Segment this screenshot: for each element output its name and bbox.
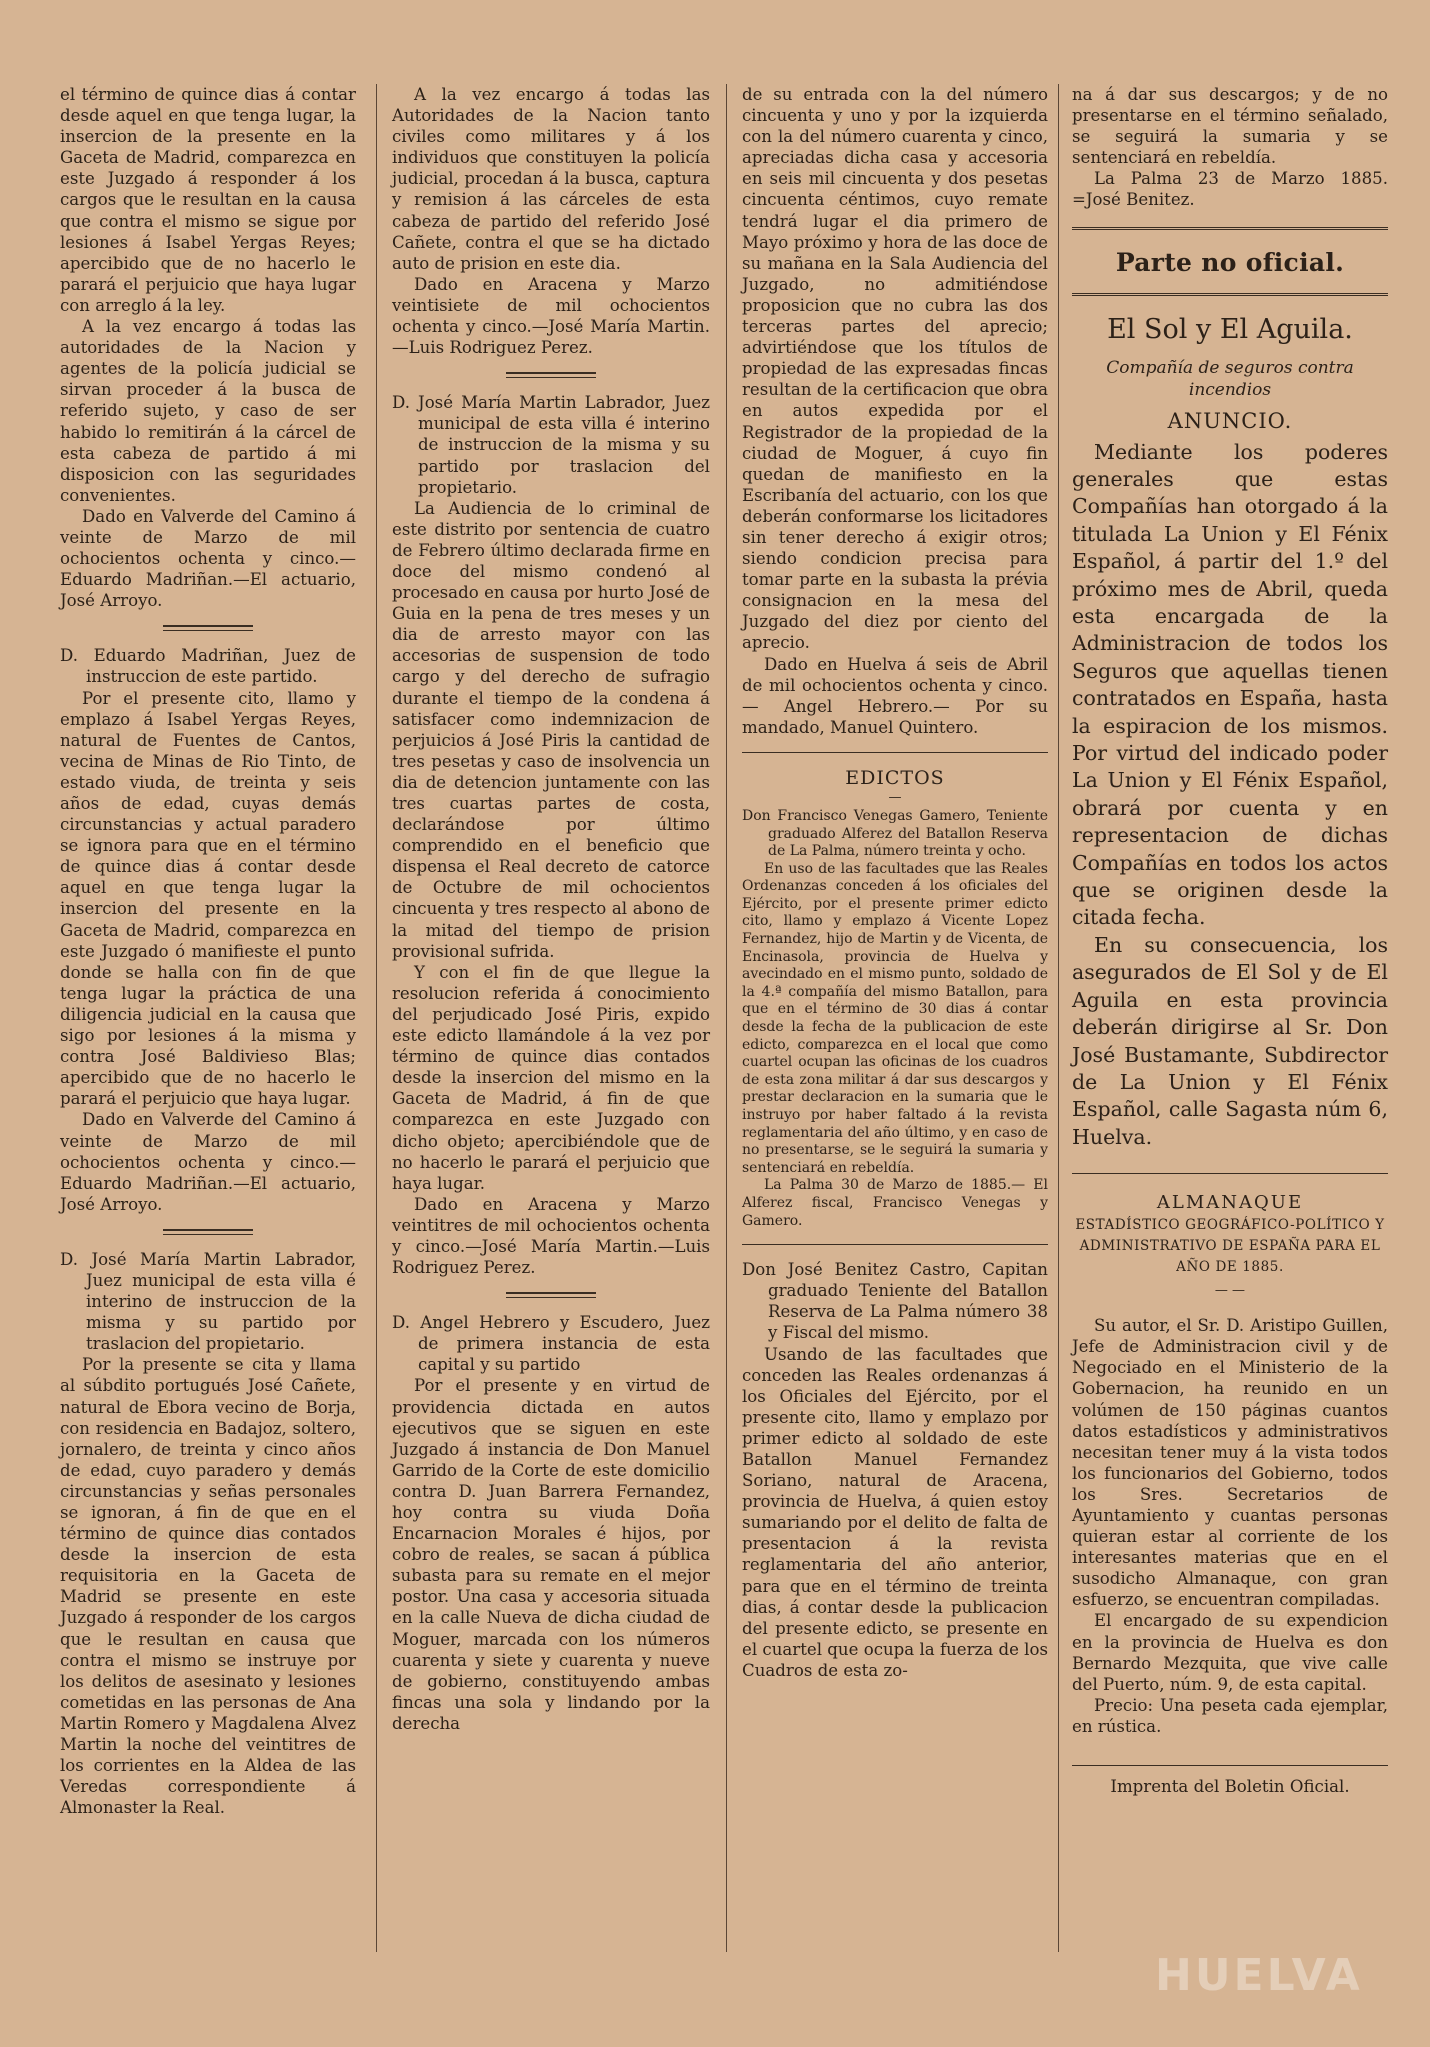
signature: Dado en Aracena y Marzo veintisiete de mil ochocientos ochenta y cinco.—José María Martin.—Luis Rodriguez Perez. [392,274,710,358]
paragraph: Por el presente y en virtud de providencia dictada en autos ejecutivos que se siguen en este Juzgado á instancia de Don Manuel Garrido de la Corte de este domicilio contra D. Juan Barrera Fernandez, hoy contra su viuda Doña Encarnacion Morales é hijos, por cobro de reales, se sacan á pública subasta para su remate en el mejor postor. Una casa y accesoria situada en la calle Nueva de dicha ciudad de Moguer, marcada con los números cuarenta y siete y cuarenta y nueve de gobierno, constituyendo ambas fincas una sola y lindando por la derecha [392,1376,710,1733]
paragraph: na á dar sus descargos; y de no presentarse en el término señalado, se seguirá la sumaria y se sentenciará en rebeldía. [1072,85,1388,168]
signature: Dado en Valverde del Camino á veinte de Marzo de mil ochocientos ochenta y cinco.—Eduardo Madriñan.—El actuario, José Arroyo. [60,1110,356,1214]
separator [506,1292,596,1298]
paragraph: Su autor, el Sr. D. Aristipo Guillen, Jefe de Administracion civil y de Negociado en el Ministerio de la Gobernacion, ha reunido en un volúmen de 150 páginas cuantos datos estadísticos y administrativos necesitan tener muy á la vista todos los funcionarios del Gobierno, todos los Sres. Secretarios de Ayuntamiento y cuantas personas quieran estar al corriente de los interesantes materias que en el susodicho Almanaque, con gran esfuerzo, se encuentran compiladas. [1072,1316,1388,1610]
notice-heading: D. José María Martin Labrador, Juez municipal de esta villa é interino de instruccion de la misma y su partido por traslacion del propietario. [60,1249,356,1354]
almanaque-title: ALMANAQUE [1156,1192,1304,1214]
ad-title: El Sol y El Aguila. [1107,313,1353,345]
notice-heading: D. Angel Hebrero y Escudero, Juez de primera instancia de esta capital y su partido [392,1313,710,1375]
paragraph: A la vez encargo á todas las autoridades de la Nacion y agentes de la policía judicial se sirvan proceder á la busca de referido sujeto, y caso de ser habido lo remitirán á la cárcel de esta cabeza de partido á mi disposicion con las seguridades convenientes. [60,317,356,505]
ad-paragraph: Mediante los poderes generales que estas Compañías han otorgado á la titulada La Union y El Fénix Español, á partir del 1.º del próximo mes de Abril, queda esta encargada de la Administracion de todos los Seguros que aquellas tienen contratados en España, hasta la espiracion de los mismos. Por virtud del indicado poder La Union y El Fénix Español, obrará por cuenta y en representacion de dichas Compañías en todos los actos que se originen desde la citada fecha. [1072,439,1388,930]
column-3 [742,84,1048,1681]
column-1 [60,84,356,1818]
edictos-heading: EDICTOS [845,766,945,789]
column-divider [726,84,727,1952]
signature: La Palma 30 de Marzo de 1885.— El Alferez fiscal, Francisco Venegas y Gamero. [742,1177,1048,1229]
separator [163,625,253,631]
paragraph: Y con el fin de que llegue la resolucion referida á conocimiento del perjudicado José Piris, expido este edicto llamándole á la vez por término de quince dias contados desde la insercion del mismo en la Gaceta de Madrid, á fin de que comparezca en este Juzgado con dicho objeto; apercibiéndole que de no hacerlo le parará el perjuicio que haya lugar. [392,962,710,1193]
ad-subtitle: Compañía de seguros contra incendios [1106,357,1354,400]
almanaque-subtitle: ESTADÍSTICO GEOGRÁFICO-POLÍTICO Y ADMINISTRATIVO DE ESPAÑA PARA EL AÑO DE 1885. [1075,1217,1385,1276]
paragraph: el término de quince dias á contar desde aquel en que tenga lugar, la insercion de la presente en la Gaceta de Madrid, comparezca en este Juzgado á responder á los cargos que le resultan en la causa que contra el mismo se sigue por lesiones á Isabel Yergas Reyes; apercibido que de no hacerlo le parará el perjuicio que haya lugar con arreglo á la ley. [60,85,356,315]
rule [1072,1173,1388,1174]
ad-paragraph: En su consecuencia, los asegurados de El Sol y de El Aguila en esta provincia deberán dirigirse al Sr. Don José Bustamante, Subdirector de La Union y El Fénix Español, calle Sagasta núm 6, Huelva. [1072,932,1388,1149]
notice-heading: D. José María Martin Labrador, Juez municipal de esta villa é interino de instruccion de la misma y su partido por traslacion del propietario. [392,393,710,497]
column-4 [1072,84,1388,1797]
paragraph: La Audiencia de lo criminal de este distrito por sentencia de cuatro de Febrero último declarada firme en doce del mismo condenó al procesado en causa por hurto José de Guia en la pena de tres meses y un dia de arresto mayor con las accesorias de suspension de todo cargo y del derecho de sufragio durante el tiempo de la condena á satisfacer como indemnizacion de perjuicios á José Piris la cantidad de tres pesetas y caso de insolvencia un dia de detencion juntamente con las tres cuartas partes de costa, declarándose por último comprendido en el beneficio que dispensa el Real decreto de catorce de Octubre de mil ochocientos cincuenta y tres respecto al abono de la mitad del tiempo de prision provisional sufrida. [392,498,710,961]
paragraph: Por el presente cito, llamo y emplazo á Isabel Yergas Reyes, natural de Fuentes de Cantos, vecina de Minas de Rio Tinto, de estado viuda, de treinta y seis años de edad, cuyas demás circunstancias y actual paradero se ignora para que en el término de quince dias á contar desde aquel en que tenga lugar la insercion del presente en la Gaceta de Madrid, comparezca en este Juzgado ó manifieste el punto donde se halla con fin de que tenga lugar la práctica de una diligencia judicial en la causa que sigo por lesiones á la misma y contra José Baldivieso Blas; apercibido que de no hacerlo le parará el perjuicio que haya lugar. [60,688,356,1109]
paragraph: Precio: Una peseta cada ejemplar, en rústica. [1072,1695,1388,1736]
column-divider [1058,84,1059,1952]
notice-heading: D. Eduardo Madriñan, Juez de instruccion de este partido. [60,646,356,687]
signature: Dado en Valverde del Camino á veinte de Marzo de mil ochocientos ochenta y cinco.—Eduardo Madriñan.—El actuario, José Arroyo. [60,506,356,611]
paragraph: En uso de las facultades que las Reales Ordenanzas conceden á los oficiales del Ejército, por el presente primer edicto cito, llamo y emplazo á Vicente Lopez Fernandez, hijo de Martin y de Vicenta, de Encinasola, provincia de Huelva y avecindado en el mismo punto, soldado de la 4.ª compañía del mismo Batallon, para que en el término de 30 dias á contar desde la fecha de la publicacion de este edicto, comparezca en el local que como cuartel ocupan las oficinas de los cuadros de esta zona militar á dar sus descargos y prestar declaracion en la sumaria que le instruyo por haber faltado á la revista reglamentaria del año último, y en caso de no presentarse, se le seguirá la sumaria y sentenciará en rebeldía. [742,860,1048,1176]
edict-heading: Don José Benitez Castro, Capitan graduado Teniente del Batallon Reserva de La Palma número 38 y Fiscal del mismo. [742,1260,1048,1343]
separator: — [888,789,902,805]
column-2 [392,84,710,1734]
paragraph: El encargado de su expendicion en la provincia de Huelva es don Bernardo Mezquita, que vive calle del Puerto, núm. 9, de esta capital. [1072,1611,1388,1694]
paragraph: Por la presente se cita y llama al súbdito portugués José Cañete, natural de Ebora vecino de Borja, con residencia en Badajoz, soltero, jornalero, de treinta y cinco años de edad, cuyo paradero y demás circunstancias y señas personales se ignoran, á fin de que en el término de quince dias contados desde la insercion de esta requisitoria en la Gaceta de Madrid se presente en este Juzgado á responder de los cargos que le resultan en causa que contra el mismo se instruye por los delitos de asesinato y lesiones cometidas en las personas de Ana Martin Romero y Magdalena Alvez Martin la noche del veintitres de los corrientes en la Aldea de las Veredas correspondiente á Almonaster la Real. [60,1355,356,1818]
archive-watermark: HUELVA [1155,1950,1363,2001]
separator [506,372,596,378]
signature: Dado en Aracena y Marzo veintitres de mil ochocientos ochenta y cinco.—José María Martin.—Luis Rodriguez Perez. [392,1194,710,1278]
separator [163,1229,253,1235]
paragraph: de su entrada con la del número cincuenta y uno y por la izquierda con la del número cuarenta y cinco, apreciadas dicha casa y accesoria en seis mil cincuenta y dos pesetas cincuenta céntimos, cuyo remate tendrá lugar el dia primero de Mayo próximo y hora de las doce de su mañana en la Sala Audiencia del Juzgado, no admitiéndose proposicion que no cubra las dos terceras partes del aprecio; advirtiéndose que los títulos de propiedad de las expresadas fincas resultan de la certificacion que obra en autos expedida por el Registrador de la propiedad de la ciudad de Moguer, á cuyo fin quedan de manifiesto en la Escribanía del actuario, con los que deberán conformarse los licitadores sin tener derecho á exigir otros; siendo condicion precisa para tomar parte en la subasta la prévia consignacion en la mesa del Juzgado del diez por ciento del aprecio. [742,85,1048,653]
rule [742,1244,1048,1245]
rule [742,752,1048,753]
paragraph: Usando de las facultades que conceden las Reales ordenanzas á los Oficiales del Ejército, por el presente cito, llamo y emplazo por primer edicto al soldado de este Batallon Manuel Fernandez Soriano, natural de Aracena, provincia de Huelva, á quien estoy sumariando por el delito de falta de presentacion á la revista reglamentaria del año anterior, para que en el término de treinta dias, á contar desde la publicacion del presente edicto, se presente en el cuartel que ocupa la fuerza de los Cuadros de esta zo- [742,1344,1048,1680]
printer-credit: Imprenta del Boletin Oficial. [1110,1777,1350,1796]
column-divider [376,84,377,1952]
section-title: Parte no oficial. [1115,247,1345,277]
rule [1072,1765,1388,1766]
rule [1072,293,1388,296]
anuncio-heading: ANUNCIO. [1167,408,1293,433]
rule [1072,227,1388,230]
paragraph: A la vez encargo á todas las Autoridades de la Nacion tanto civiles como militares y á los individuos que constituyen la policía judicial, procedan á la busca, captura y remision á las cárceles de esta cabeza de partido del referido José Cañete, contra el que se ha dictado auto de prision en este dia. [392,85,710,273]
separator: — — [1214,1283,1246,1299]
signature: La Palma 23 de Marzo 1885. =José Benitez. [1072,169,1388,210]
signature: Dado en Huelva á seis de Abril de mil ochocientos ochenta y cinco.— Angel Hebrero.— Por su mandado, Manuel Quintero. [742,654,1048,737]
edict-heading: Don Francisco Venegas Gamero, Teniente graduado Alferez del Batallon Reserva de La Palma, número treinta y ocho. [742,807,1048,860]
